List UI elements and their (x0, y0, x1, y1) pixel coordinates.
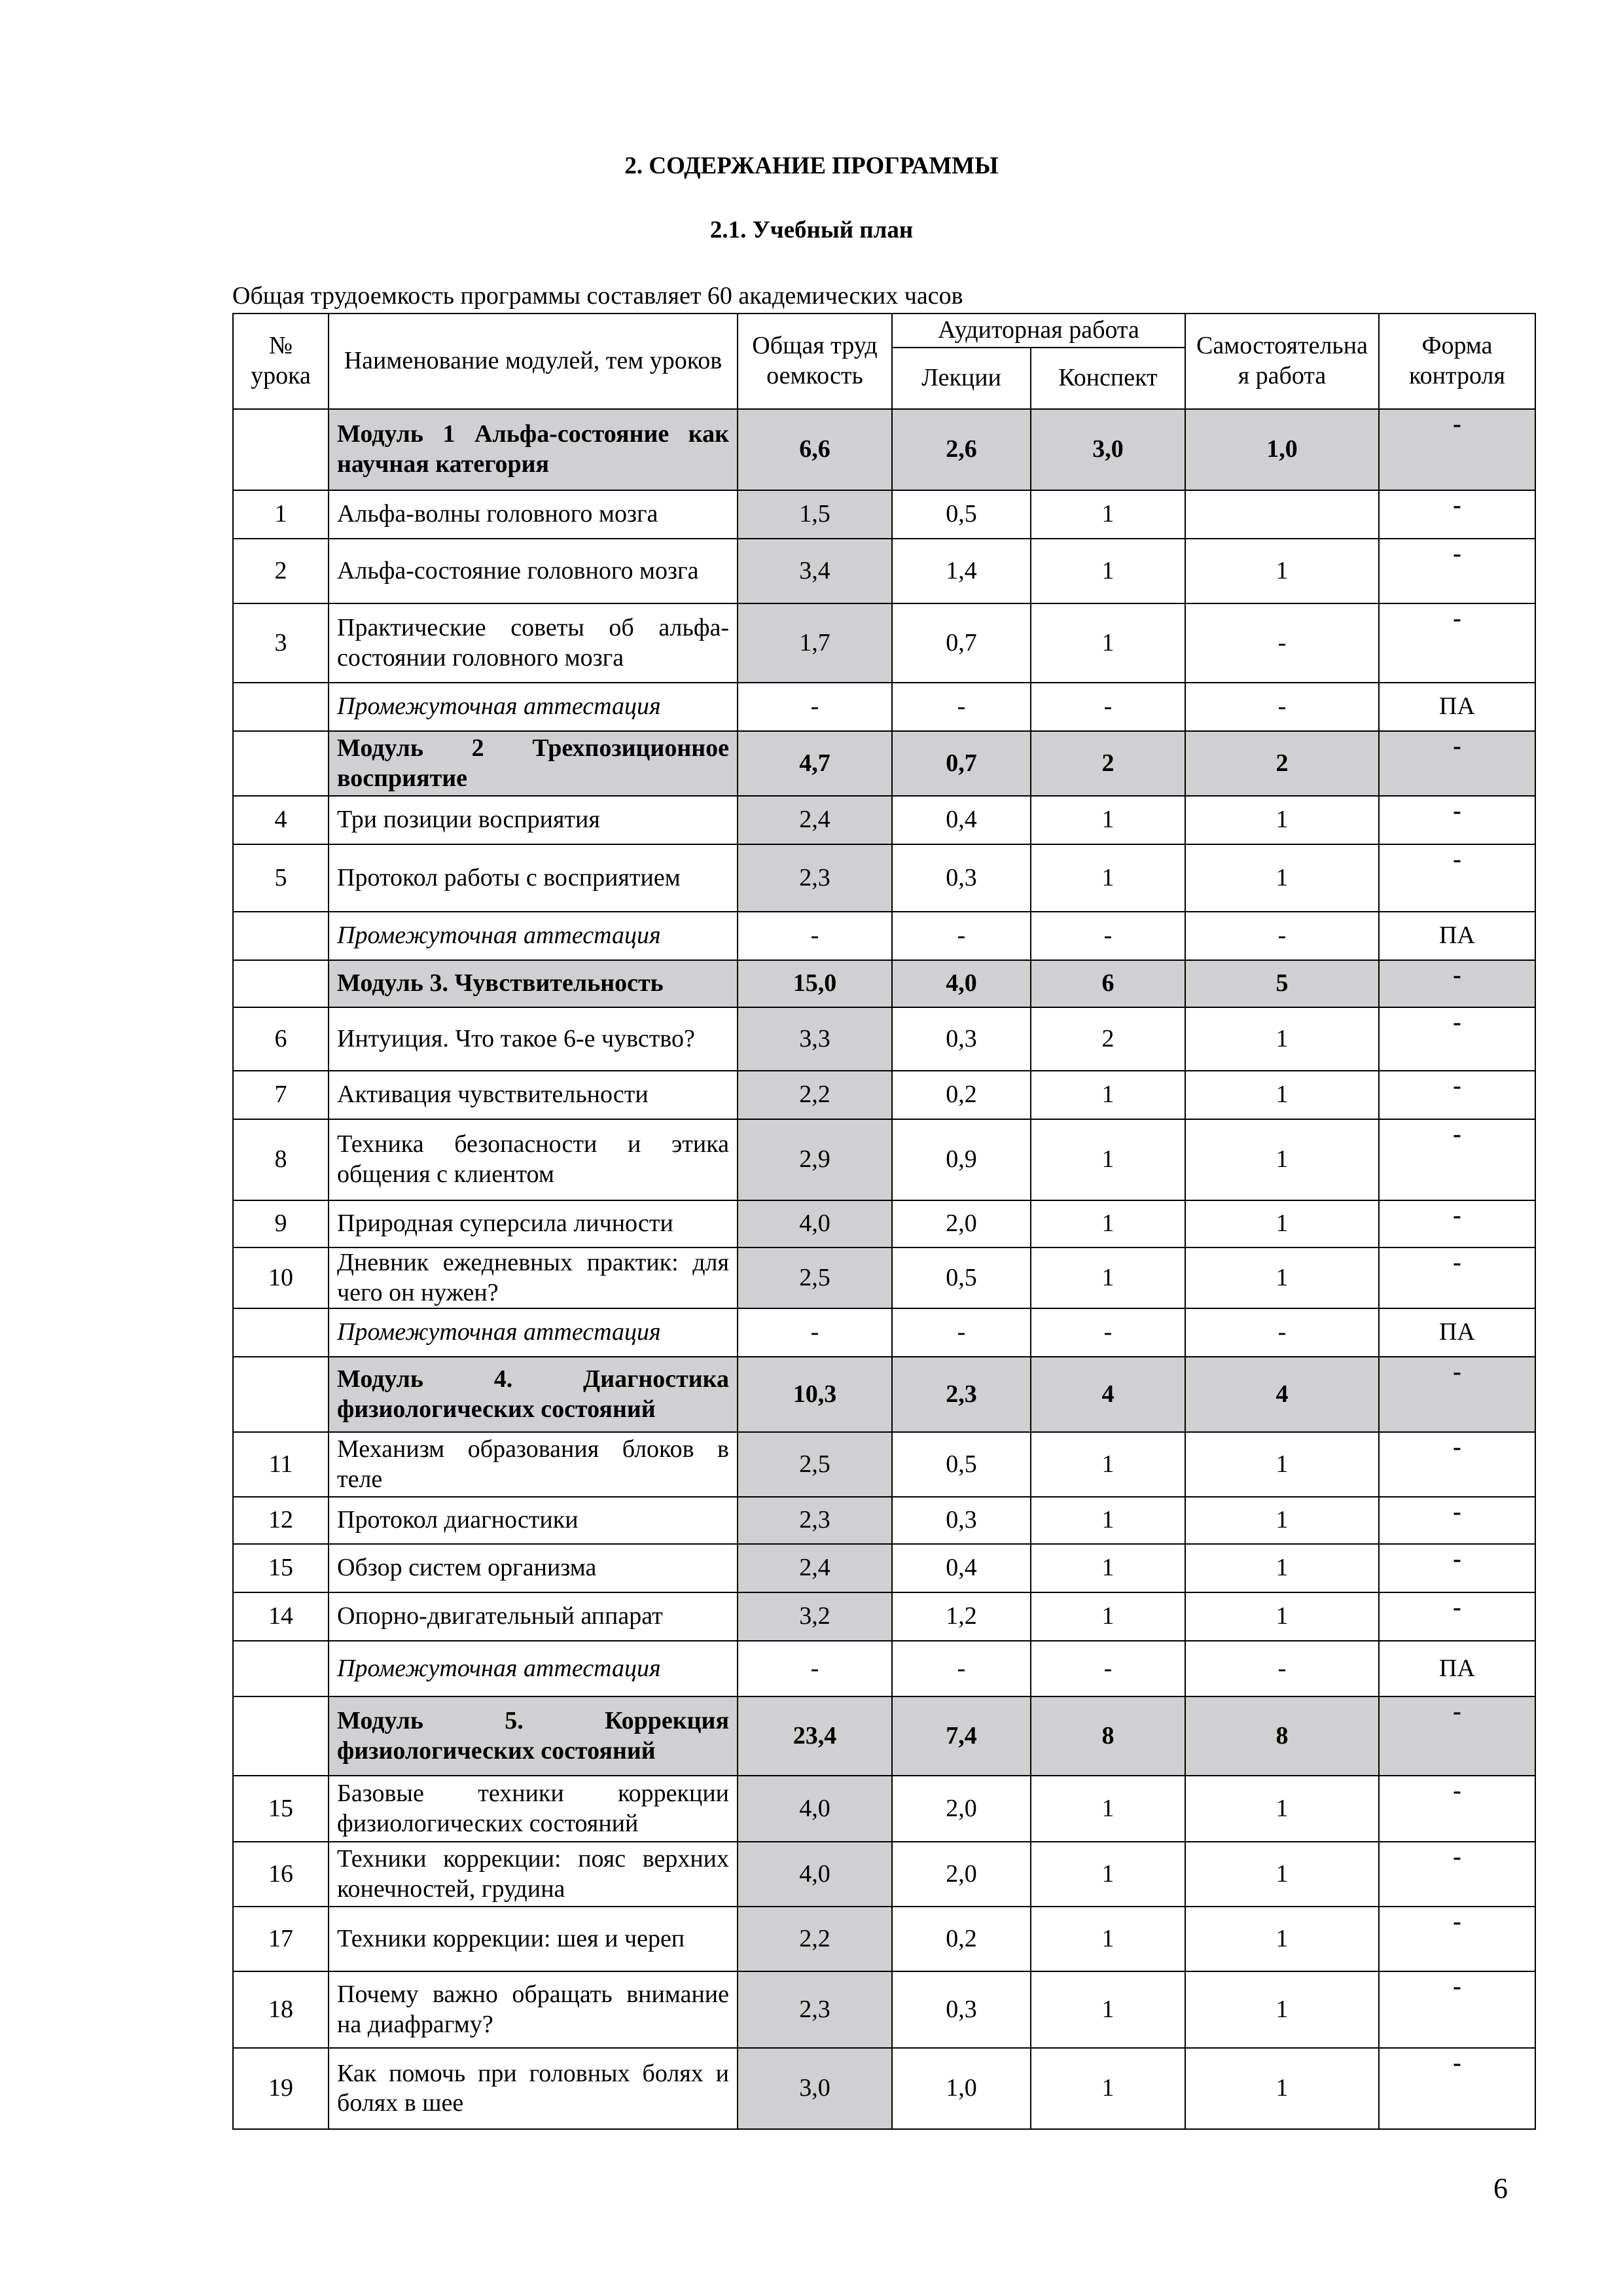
lesson-row (233, 603, 1535, 683)
notes-hours: 1 (1031, 796, 1185, 844)
header-auditory: Аудиторная работа (892, 314, 1185, 348)
lesson-row (233, 539, 1535, 603)
lecture-hours: 0,7 (892, 731, 1031, 796)
control-form: - (1379, 1247, 1535, 1308)
section-title: 2. СОДЕРЖАНИЕ ПРОГРАММЫ (624, 152, 999, 179)
lesson-name: Модуль 5. Коррекция физиологических состояний (329, 1696, 738, 1776)
lesson-row (233, 1200, 1535, 1247)
total-hours: 2,3 (738, 1971, 892, 2048)
control-form: ПА (1379, 1641, 1535, 1696)
notes-hours: 2 (1031, 731, 1185, 796)
lesson-name: Базовые техники коррекции физиологических состояний (329, 1776, 738, 1842)
notes-hours: 1 (1031, 1071, 1185, 1119)
module-row (233, 409, 1535, 490)
total-hours: 4,0 (738, 1200, 892, 1247)
self-study-hours: 1 (1185, 2048, 1379, 2129)
control-form: - (1379, 1071, 1535, 1119)
lesson-row (233, 1497, 1535, 1544)
control-form: ПА (1379, 1308, 1535, 1357)
total-hours: - (738, 912, 892, 960)
lesson-number (233, 731, 329, 796)
self-study-hours: 1 (1185, 539, 1379, 603)
lesson-number: 18 (233, 1971, 329, 2048)
module-row (233, 1696, 1535, 1776)
notes-hours: 1 (1031, 1432, 1185, 1497)
self-study-hours: 1 (1185, 844, 1379, 912)
lesson-name: Почему важно обращать внимание на диафрагму? (329, 1971, 738, 2048)
control-form: - (1379, 796, 1535, 844)
lecture-hours: 1,0 (892, 2048, 1031, 2129)
lecture-hours: 0,5 (892, 1432, 1031, 1497)
total-hours: 4,0 (738, 1842, 892, 1907)
lecture-hours: 0,9 (892, 1119, 1031, 1200)
control-form: - (1379, 1971, 1535, 2048)
total-hours: 2,3 (738, 844, 892, 912)
lesson-name: Модуль 2 Трехпозиционное восприятие (329, 731, 738, 796)
control-form: - (1379, 1544, 1535, 1592)
lecture-hours: - (892, 912, 1031, 960)
lesson-row (233, 1007, 1535, 1071)
control-form: - (1379, 539, 1535, 603)
notes-hours: 1 (1031, 1971, 1185, 2048)
page-number: 6 (1493, 2172, 1508, 2204)
self-study-hours: 5 (1185, 960, 1379, 1007)
control-form: - (1379, 1432, 1535, 1497)
lesson-row (233, 796, 1535, 844)
control-form: - (1379, 490, 1535, 539)
control-form: - (1379, 1776, 1535, 1842)
lesson-number: 11 (233, 1432, 329, 1497)
lesson-row (233, 844, 1535, 912)
lesson-number: 2 (233, 539, 329, 603)
header-num: № урока (233, 314, 329, 409)
lecture-hours: 2,3 (892, 1357, 1031, 1432)
lesson-name: Техника безопасности и этика общения с клиентом (329, 1119, 738, 1200)
notes-hours: 1 (1031, 1200, 1185, 1247)
control-form: - (1379, 1842, 1535, 1907)
header-self: Самостоятельная работа (1185, 314, 1379, 409)
notes-hours: 1 (1031, 490, 1185, 539)
self-study-hours: 1 (1185, 1907, 1379, 1971)
total-hours: 1,7 (738, 603, 892, 683)
notes-hours: 2 (1031, 1007, 1185, 1071)
total-hours: 2,5 (738, 1247, 892, 1308)
self-study-hours: 1 (1185, 1842, 1379, 1907)
total-hours: 4,7 (738, 731, 892, 796)
notes-hours: 1 (1031, 1247, 1185, 1308)
lesson-row (233, 1971, 1535, 2048)
lesson-number (233, 960, 329, 1007)
total-hours: 3,0 (738, 2048, 892, 2129)
total-hours: 2,4 (738, 1544, 892, 1592)
lesson-name: Техники коррекции: шея и череп (329, 1907, 738, 1971)
lesson-number: 10 (233, 1247, 329, 1308)
notes-hours: 1 (1031, 1544, 1185, 1592)
notes-hours: 1 (1031, 1497, 1185, 1544)
lesson-number (233, 1357, 329, 1432)
lesson-name: Протокол диагностики (329, 1497, 738, 1544)
self-study-hours: 1 (1185, 1200, 1379, 1247)
total-hours: 23,4 (738, 1696, 892, 1776)
self-study-hours: 1 (1185, 1592, 1379, 1641)
notes-hours: - (1031, 683, 1185, 731)
intro-text: Общая трудоемкость программы составляет 60 академических часов (232, 282, 963, 310)
lesson-name: Модуль 3. Чувствительность (329, 960, 738, 1007)
total-hours: 10,3 (738, 1357, 892, 1432)
lesson-row (233, 2048, 1535, 2129)
lesson-name: Альфа-состояние головного мозга (329, 539, 738, 603)
lesson-name: Практические советы об альфа-состоянии головного мозга (329, 603, 738, 683)
lesson-name: Промежуточная аттестация (329, 1308, 738, 1357)
attestation-row (233, 1308, 1535, 1357)
total-hours: 3,2 (738, 1592, 892, 1641)
control-form: - (1379, 1357, 1535, 1432)
self-study-hours: 1 (1185, 1007, 1379, 1071)
lecture-hours: 2,0 (892, 1200, 1031, 1247)
lecture-hours: 2,6 (892, 409, 1031, 490)
lesson-number: 1 (233, 490, 329, 539)
lesson-name: Активация чувствительности (329, 1071, 738, 1119)
lesson-name: Промежуточная аттестация (329, 683, 738, 731)
lesson-row (233, 1842, 1535, 1907)
total-hours: - (738, 683, 892, 731)
attestation-row (233, 683, 1535, 731)
notes-hours: 1 (1031, 1592, 1185, 1641)
self-study-hours: 1 (1185, 796, 1379, 844)
lesson-row (233, 1432, 1535, 1497)
self-study-hours: 1 (1185, 1971, 1379, 2048)
lesson-number: 3 (233, 603, 329, 683)
self-study-hours: - (1185, 912, 1379, 960)
header-name: Наименование модулей, тем уроков (329, 314, 738, 409)
total-hours: 2,4 (738, 796, 892, 844)
lecture-hours: 0,3 (892, 1971, 1031, 2048)
lesson-name: Промежуточная аттестация (329, 912, 738, 960)
notes-hours: 1 (1031, 603, 1185, 683)
lesson-number: 17 (233, 1907, 329, 1971)
lesson-name: Модуль 1 Альфа-состояние как научная категория (329, 409, 738, 490)
module-row (233, 1357, 1535, 1432)
lesson-row (233, 490, 1535, 539)
notes-hours: 1 (1031, 539, 1185, 603)
total-hours: 3,4 (738, 539, 892, 603)
notes-hours: 3,0 (1031, 409, 1185, 490)
notes-hours: 1 (1031, 1119, 1185, 1200)
control-form: ПА (1379, 683, 1535, 731)
self-study-hours: 2 (1185, 731, 1379, 796)
lesson-number (233, 409, 329, 490)
lesson-row (233, 1907, 1535, 1971)
lesson-name: Альфа-волны головного мозга (329, 490, 738, 539)
lesson-name: Три позиции восприятия (329, 796, 738, 844)
lesson-name: Протокол работы с восприятием (329, 844, 738, 912)
lesson-name: Механизм образования блоков в теле (329, 1432, 738, 1497)
self-study-hours (1185, 490, 1379, 539)
lesson-number: 8 (233, 1119, 329, 1200)
lecture-hours: - (892, 1308, 1031, 1357)
notes-hours: 1 (1031, 1907, 1185, 1971)
notes-hours: - (1031, 1641, 1185, 1696)
self-study-hours: - (1185, 1308, 1379, 1357)
lecture-hours: 0,2 (892, 1071, 1031, 1119)
lecture-hours: 7,4 (892, 1696, 1031, 1776)
lesson-number: 19 (233, 2048, 329, 2129)
notes-hours: 1 (1031, 2048, 1185, 2129)
lecture-hours: 0,2 (892, 1907, 1031, 1971)
lesson-number: 14 (233, 1592, 329, 1641)
self-study-hours: 1 (1185, 1071, 1379, 1119)
curriculum-table (232, 313, 1536, 2130)
lesson-number: 5 (233, 844, 329, 912)
self-study-hours: - (1185, 603, 1379, 683)
lesson-row (233, 1247, 1535, 1308)
total-hours: 6,6 (738, 409, 892, 490)
self-study-hours: 1 (1185, 1776, 1379, 1842)
total-hours: 2,3 (738, 1497, 892, 1544)
lecture-hours: 0,7 (892, 603, 1031, 683)
lecture-hours: - (892, 1641, 1031, 1696)
control-form: - (1379, 1119, 1535, 1200)
control-form: - (1379, 1497, 1535, 1544)
notes-hours: 4 (1031, 1357, 1185, 1432)
control-form: - (1379, 409, 1535, 490)
lesson-number (233, 1308, 329, 1357)
control-form: - (1379, 2048, 1535, 2129)
notes-hours: 1 (1031, 1776, 1185, 1842)
control-form: - (1379, 844, 1535, 912)
self-study-hours: 1,0 (1185, 409, 1379, 490)
lesson-number (233, 912, 329, 960)
total-hours: 15,0 (738, 960, 892, 1007)
lecture-hours: 2,0 (892, 1776, 1031, 1842)
control-form: - (1379, 1007, 1535, 1071)
lecture-hours: 0,5 (892, 490, 1031, 539)
header-form: Форма контроля (1379, 314, 1535, 409)
subsection-title: 2.1. Учебный план (709, 217, 914, 243)
notes-hours: - (1031, 1308, 1185, 1357)
lecture-hours: 2,0 (892, 1842, 1031, 1907)
control-form: - (1379, 1696, 1535, 1776)
lesson-name: Как помочь при головных болях и болях в шее (329, 2048, 738, 2129)
lesson-number (233, 683, 329, 731)
notes-hours: 6 (1031, 960, 1185, 1007)
total-hours: 1,5 (738, 490, 892, 539)
notes-hours: 1 (1031, 844, 1185, 912)
self-study-hours: 1 (1185, 1497, 1379, 1544)
lesson-number: 7 (233, 1071, 329, 1119)
total-hours: 4,0 (738, 1776, 892, 1842)
lesson-name: Интуиция. Что такое 6-е чувство? (329, 1007, 738, 1071)
notes-hours: 1 (1031, 1842, 1185, 1907)
control-form: - (1379, 1907, 1535, 1971)
total-hours: 2,2 (738, 1907, 892, 1971)
lesson-number: 4 (233, 796, 329, 844)
notes-hours: - (1031, 912, 1185, 960)
lesson-number: 16 (233, 1842, 329, 1907)
lesson-name: Техники коррекции: пояс верхних конечностей, грудина (329, 1842, 738, 1907)
lesson-name: Промежуточная аттестация (329, 1641, 738, 1696)
header-lectures: Лекции (892, 348, 1031, 409)
lesson-number (233, 1696, 329, 1776)
self-study-hours: - (1185, 683, 1379, 731)
control-form: ПА (1379, 912, 1535, 960)
lesson-name: Опорно-двигательный аппарат (329, 1592, 738, 1641)
lecture-hours: 0,5 (892, 1247, 1031, 1308)
control-form: - (1379, 731, 1535, 796)
total-hours: 2,2 (738, 1071, 892, 1119)
lecture-hours: 0,4 (892, 1544, 1031, 1592)
lesson-row (233, 1071, 1535, 1119)
total-hours: 2,9 (738, 1119, 892, 1200)
lesson-name: Дневник ежедневных практик: для чего он нужен? (329, 1247, 738, 1308)
lesson-row (233, 1119, 1535, 1200)
self-study-hours: 1 (1185, 1247, 1379, 1308)
total-hours: 3,3 (738, 1007, 892, 1071)
lesson-name: Модуль 4. Диагностика физиологических состояний (329, 1357, 738, 1432)
lesson-number: 6 (233, 1007, 329, 1071)
module-row (233, 960, 1535, 1007)
self-study-hours: - (1185, 1641, 1379, 1696)
control-form: - (1379, 1592, 1535, 1641)
lecture-hours: 1,4 (892, 539, 1031, 603)
lecture-hours: - (892, 683, 1031, 731)
lecture-hours: 1,2 (892, 1592, 1031, 1641)
lesson-row (233, 1776, 1535, 1842)
total-hours: - (738, 1308, 892, 1357)
header-notes: Конспект (1031, 348, 1185, 409)
lesson-name: Природная суперсила личности (329, 1200, 738, 1247)
lesson-row (233, 1592, 1535, 1641)
lecture-hours: 0,3 (892, 1497, 1031, 1544)
self-study-hours: 1 (1185, 1544, 1379, 1592)
header-total: Общая трудоемкость (738, 314, 892, 409)
control-form: - (1379, 1200, 1535, 1247)
lecture-hours: 0,3 (892, 844, 1031, 912)
lesson-number: 15 (233, 1776, 329, 1842)
lecture-hours: 4,0 (892, 960, 1031, 1007)
attestation-row (233, 1641, 1535, 1696)
lecture-hours: 0,3 (892, 1007, 1031, 1071)
module-row (233, 731, 1535, 796)
total-hours: 2,5 (738, 1432, 892, 1497)
total-hours: - (738, 1641, 892, 1696)
lesson-number (233, 1641, 329, 1696)
control-form: - (1379, 960, 1535, 1007)
lecture-hours: 0,4 (892, 796, 1031, 844)
notes-hours: 8 (1031, 1696, 1185, 1776)
control-form: - (1379, 603, 1535, 683)
self-study-hours: 4 (1185, 1357, 1379, 1432)
lesson-row (233, 1544, 1535, 1592)
attestation-row (233, 912, 1535, 960)
self-study-hours: 8 (1185, 1696, 1379, 1776)
self-study-hours: 1 (1185, 1119, 1379, 1200)
lesson-number: 9 (233, 1200, 329, 1247)
lesson-number: 12 (233, 1497, 329, 1544)
lesson-number: 15 (233, 1544, 329, 1592)
self-study-hours: 1 (1185, 1432, 1379, 1497)
lesson-name: Обзор систем организма (329, 1544, 738, 1592)
